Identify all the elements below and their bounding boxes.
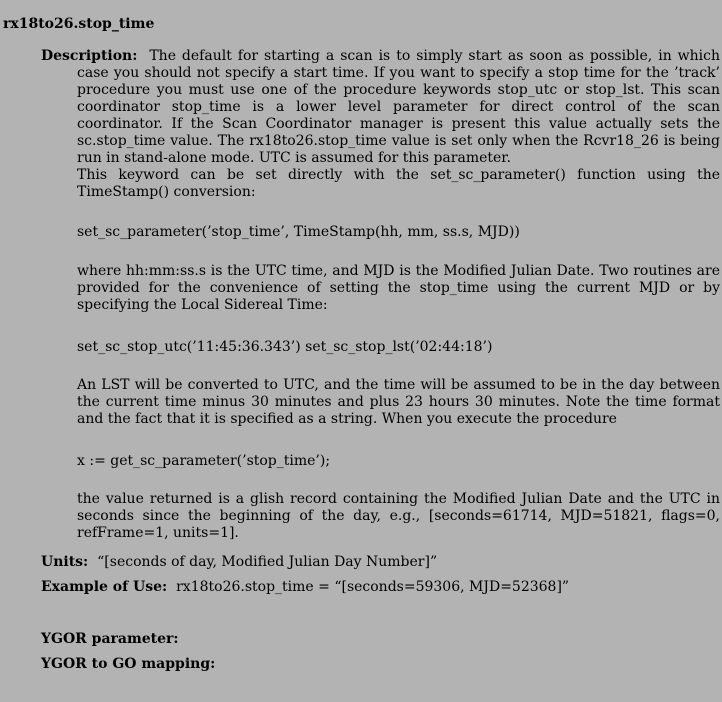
description-paragraph-1 xyxy=(41,48,720,167)
description-text-1: The default for starting a scan is to simply start as soon as possible, in which case you should not specify a start time. If you want to specify a stop time for the ’track’ procedure you must use one of the procedure keywords stop_utc or stop_lst. This scan coordinator stop_time is a lower level parameter for direct control of the scan coordinator. If the Scan Coordinator manager is present this value actually sets the sc.stop_time value. The rx18to26.stop_time value is set only when the Rcvr18_26 is being run in stand-alone mode. UTC is assumed for this parameter. xyxy=(77,48,720,166)
description-paragraph-4: An LST will be converted to UTC, and the time will be assumed to be in the day between the current time minus 30 minutes and plus 23 hours 30 minutes. Note the time format and the fact that it is specified as a string. When you execute the procedure xyxy=(77,377,720,427)
ygor-mapping-label: YGOR to GO mapping: xyxy=(41,656,216,672)
units-value: “[seconds of day, Modified Julian Day Number]” xyxy=(97,554,438,570)
ygor-parameter-label: YGOR parameter: xyxy=(41,631,179,647)
description-section xyxy=(41,48,720,167)
description-paragraph-5: the value returned is a glish record containing the Modified Julian Date and the UTC in seconds since the beginning of the day, e.g., [seconds=61714, MJD=51821, flags=0, refFrame=1, units=1]. xyxy=(77,491,720,541)
units-section xyxy=(41,554,720,571)
ygor-parameter-section xyxy=(41,631,720,648)
units-label: Units: xyxy=(41,554,89,570)
description-paragraph-3: where hh:mm:ss.s is the UTC time, and MJD is the Modified Julian Date. Two routines are provided for the convenience of setting the stop_time using the current MJD or by specifying the Local Sidereal Time: xyxy=(77,263,720,313)
ygor-mapping-section xyxy=(41,656,720,673)
code-example-1: set_sc_parameter(’stop_time’, TimeStamp(hh, mm, ss.s, MJD)) xyxy=(77,224,520,240)
code-example-3: x := get_sc_parameter(’stop_time’); xyxy=(77,453,331,469)
description-label: Description: xyxy=(41,48,138,64)
example-label: Example of Use: xyxy=(41,579,168,595)
example-value: rx18to26.stop_time = “[seconds=59306, MJD=52368]” xyxy=(176,579,570,595)
parameter-heading: rx18to26.stop_time xyxy=(3,16,155,32)
description-paragraph-2: This keyword can be set directly with the set_sc_parameter() function using the TimeStamp() conversion: xyxy=(77,167,720,200)
example-section xyxy=(41,579,720,596)
code-example-2: set_sc_stop_utc(’11:45:36.343’) set_sc_stop_lst(’02:44:18’) xyxy=(77,339,493,355)
